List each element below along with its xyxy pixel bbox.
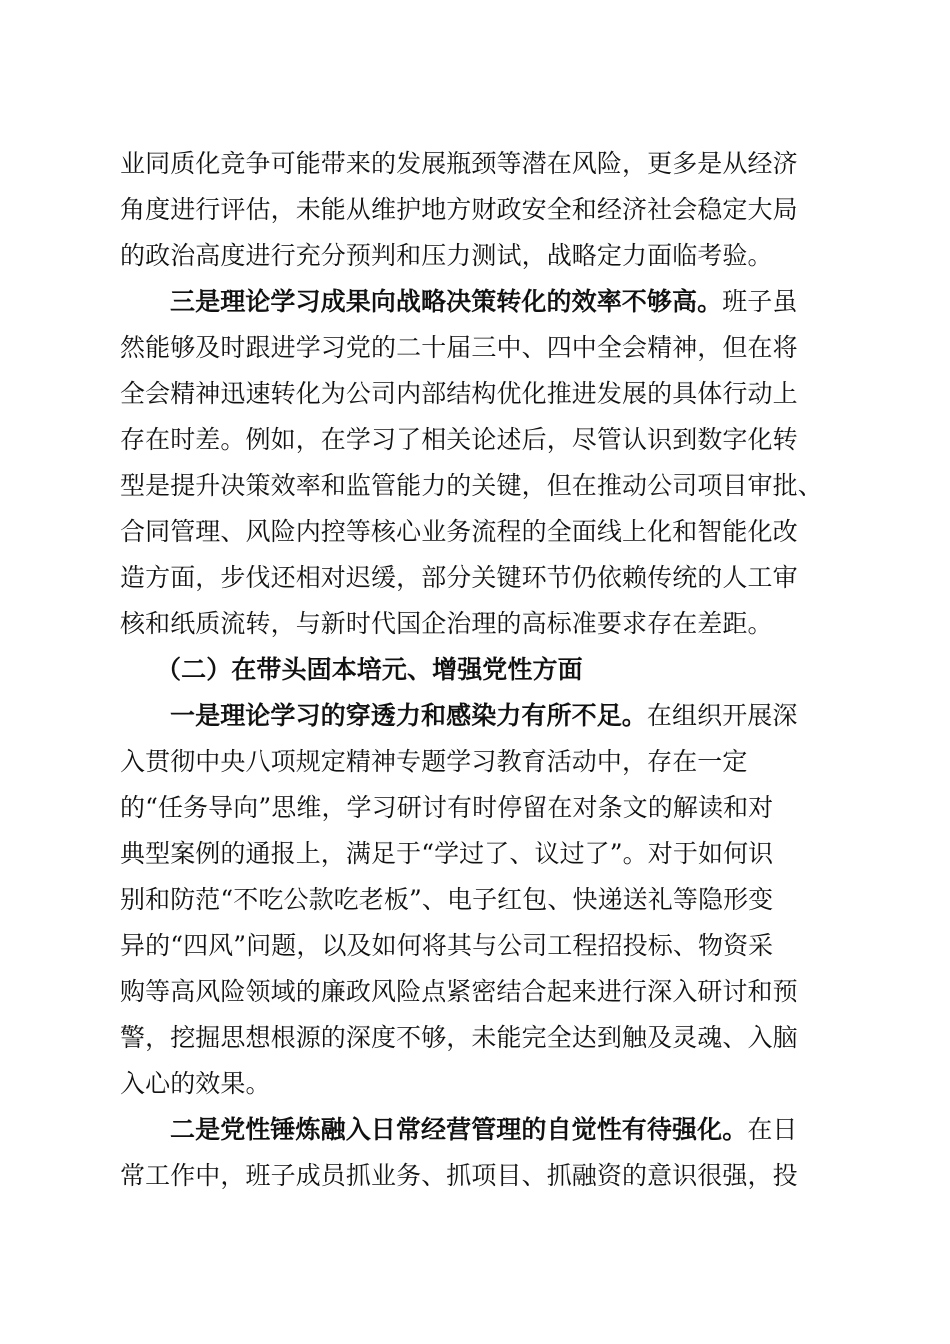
para3-line-8: 警，挖掘思想根源的深度不够，未能完全达到触及灵魂、入脑 <box>120 1023 798 1052</box>
para2-line-8: 核和纸质流转，与新时代国企治理的高标准要求存在差距。 <box>120 609 773 638</box>
para3-line-3: 的“任务导向”思维，学习研讨有时停留在对条文的解读和对 <box>120 793 774 822</box>
para3-line-1 <box>170 696 832 736</box>
para4-heading: 二是党性锤炼融入日常经营管理的自觉性有待强化。 <box>170 1115 748 1144</box>
para3-line-4: 典型案例的通报上，满足于“学过了、议过了”。对于如何识 <box>120 839 774 868</box>
para2-line-4: 存在时差。例如，在学习了相关论述后，尽管认识到数字化转 <box>120 425 798 454</box>
para3-line-5: 别和防范“不吃公款吃老板”、电子红包、快递送礼等隐形变 <box>120 885 774 914</box>
para4-line-1 <box>170 1110 832 1150</box>
para1-line-2: 角度进行评估，未能从维护地方财政安全和经济社会稳定大局 <box>120 195 798 224</box>
para2-line-1-rest: 班子虽 <box>722 287 798 316</box>
para3-line-1-rest: 在组织开展深 <box>646 701 798 730</box>
para2-line-7: 造方面，步伐还相对迟缓，部分关键环节仍依赖传统的人工审 <box>120 563 798 592</box>
para2-line-2: 然能够及时跟进学习党的二十届三中、四中全会精神，但在将 <box>120 333 798 362</box>
para1-line-3: 的政治高度进行充分预判和压力测试，战略定力面临考验。 <box>120 241 773 270</box>
para2-line-6: 合同管理、风险内控等核心业务流程的全面线上化和智能化改 <box>120 517 798 546</box>
para2-line-5: 型是提升决策效率和监管能力的关键，但在推动公司项目审批、 <box>120 471 823 500</box>
para3-line-6: 异的“四风”问题，以及如何将其与公司工程招投标、物资采 <box>120 931 774 960</box>
para2-heading: 三是理论学习成果向战略决策转化的效率不够高。 <box>170 287 723 316</box>
para3-line-7: 购等高风险领域的廉政风险点紧密结合起来进行深入研讨和预 <box>120 977 798 1006</box>
para3-line-9: 入心的效果。 <box>120 1069 271 1098</box>
para4-line-2: 常工作中，班子成员抓业务、抓项目、抓融资的意识很强，投 <box>120 1161 798 1190</box>
para1-line-1: 业同质化竞争可能带来的发展瓶颈等潜在风险，更多是从经济 <box>120 149 798 178</box>
para3-heading: 一是理论学习的穿透力和感染力有所不足。 <box>170 701 647 730</box>
para2-line-3: 全会精神迅速转化为公司内部结构优化推进发展的具体行动上 <box>120 379 798 408</box>
section-heading: （二）在带头固本培元、增强党性方面 <box>156 655 583 684</box>
para2-line-1 <box>170 282 832 322</box>
para4-line-1-rest: 在日 <box>747 1115 798 1144</box>
para3-line-2: 入贯彻中央八项规定精神专题学习教育活动中，存在一定 <box>120 747 748 776</box>
